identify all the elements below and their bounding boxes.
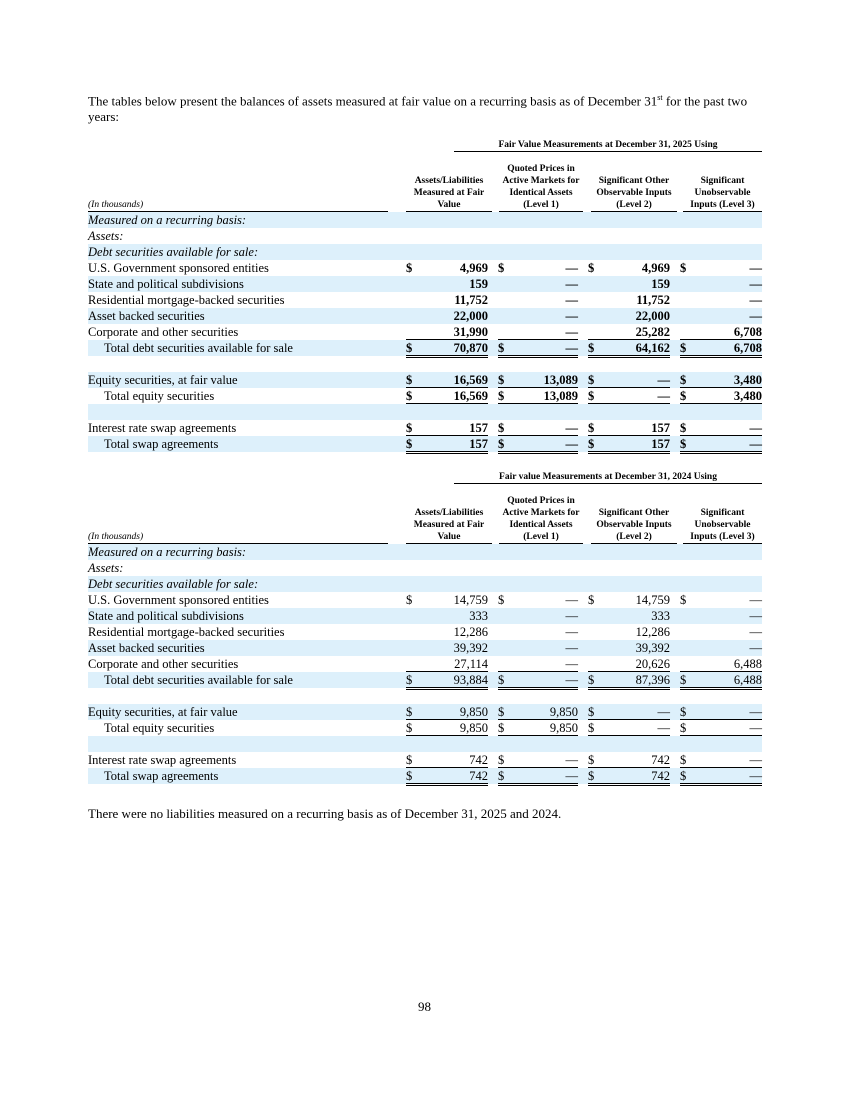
- cell-value: —: [749, 593, 762, 607]
- cell-value: —: [565, 673, 578, 687]
- row-label: Equity securities, at fair value: [88, 705, 238, 719]
- cell-value: —: [565, 341, 578, 355]
- cell-value: —: [565, 609, 578, 623]
- fair-value-table-2025: [88, 140, 762, 452]
- table-row-abs: [88, 640, 762, 656]
- cell-value: —: [565, 325, 578, 339]
- row-label: Interest rate swap agreements: [88, 753, 237, 767]
- cell-value: 6,488: [733, 657, 762, 671]
- dollar-sign: $: [498, 341, 505, 355]
- value-cell: [406, 308, 488, 323]
- value-cell: [588, 768, 670, 786]
- value-cell: [406, 624, 488, 639]
- spacer-row: [88, 404, 762, 420]
- cell-value: 64,162: [635, 341, 670, 355]
- dollar-sign: $: [498, 421, 505, 435]
- value-cell: [498, 608, 578, 623]
- value-cell: [680, 656, 762, 672]
- cell-value: 333: [651, 609, 670, 623]
- row-label: State and political subdivisions: [88, 277, 244, 291]
- value-cell: [680, 260, 762, 275]
- value-cell: [680, 704, 762, 720]
- value-cell: [498, 420, 578, 436]
- dollar-sign: $: [588, 389, 595, 403]
- table-header: [88, 472, 762, 544]
- column-header-2: Quoted Prices in Active Markets for Identical Assets (Level 1): [499, 163, 583, 212]
- table-row-resid: [88, 624, 762, 640]
- row-label: Total swap agreements: [104, 769, 219, 783]
- fair-value-table-2024: [88, 472, 762, 784]
- value-cell: [498, 624, 578, 639]
- value-cell: [588, 324, 670, 340]
- cell-value: —: [565, 277, 578, 291]
- dollar-sign: $: [406, 705, 413, 719]
- cell-value: 20,626: [635, 657, 670, 671]
- column-header-3: Significant Other Observable Inputs (Level 2): [591, 175, 677, 212]
- cell-value: —: [749, 293, 762, 307]
- value-cell: [406, 260, 488, 275]
- cell-value: 333: [469, 609, 488, 623]
- value-cell: [588, 656, 670, 672]
- cell-value: 13,089: [543, 373, 578, 387]
- cell-value: 157: [469, 437, 488, 451]
- cell-value: 6,708: [733, 341, 762, 355]
- dollar-sign: $: [406, 373, 413, 387]
- value-cell: [588, 704, 670, 720]
- dollar-sign: $: [498, 721, 505, 735]
- table-row-debt: [88, 576, 762, 592]
- value-cell: [680, 624, 762, 639]
- dollar-sign: $: [406, 769, 413, 783]
- cell-value: —: [565, 657, 578, 671]
- table-row-swap: [88, 420, 762, 436]
- cell-value: —: [749, 769, 762, 783]
- value-cell: [406, 436, 488, 454]
- value-cell: [680, 420, 762, 436]
- row-label: Asset backed securities: [88, 309, 205, 323]
- cell-value: 6,708: [733, 325, 762, 339]
- cell-value: 9,850: [459, 721, 488, 735]
- dollar-sign: $: [498, 373, 505, 387]
- intro-text: The tables below present the balances of assets measured at fair value on a recurring basis as of December 31: [88, 93, 658, 109]
- cell-value: 159: [469, 277, 488, 291]
- row-label: Debt securities available for sale:: [88, 245, 259, 259]
- value-cell: [680, 276, 762, 291]
- dollar-sign: $: [588, 421, 595, 435]
- cell-value: 4,969: [459, 261, 488, 275]
- cell-value: 159: [651, 277, 670, 291]
- table-row-assets: [88, 560, 762, 576]
- value-cell: [680, 292, 762, 307]
- row-label: Equity securities, at fair value: [88, 373, 238, 387]
- value-cell: [406, 752, 488, 768]
- cell-value: —: [749, 705, 762, 719]
- dollar-sign: $: [498, 593, 505, 607]
- dollar-sign: $: [406, 389, 413, 403]
- value-cell: [406, 704, 488, 720]
- cell-value: 39,392: [453, 641, 488, 655]
- value-cell: [406, 324, 488, 340]
- cell-value: 27,114: [454, 657, 488, 671]
- cell-value: —: [657, 373, 670, 387]
- cell-value: 31,990: [453, 325, 488, 339]
- value-cell: [406, 640, 488, 655]
- table-row-measured: [88, 212, 762, 228]
- cell-value: —: [565, 309, 578, 323]
- dollar-sign: $: [680, 373, 687, 387]
- value-cell: [588, 752, 670, 768]
- dollar-sign: $: [588, 373, 595, 387]
- value-cell: [498, 640, 578, 655]
- cell-value: —: [565, 593, 578, 607]
- dollar-sign: $: [588, 721, 595, 735]
- cell-value: —: [565, 437, 578, 451]
- cell-value: 9,850: [549, 705, 578, 719]
- value-cell: [588, 276, 670, 291]
- value-cell: [406, 276, 488, 291]
- cell-value: 16,569: [453, 389, 488, 403]
- row-label: Assets:: [88, 229, 124, 243]
- dollar-sign: $: [680, 437, 687, 451]
- dollar-sign: $: [498, 437, 505, 451]
- cell-value: 742: [469, 769, 488, 783]
- column-header-3: Significant Other Observable Inputs (Level 2): [591, 507, 677, 544]
- intro-paragraph: [88, 90, 768, 125]
- row-label: Interest rate swap agreements: [88, 421, 237, 435]
- value-cell: [680, 592, 762, 607]
- value-cell: [498, 308, 578, 323]
- value-cell: [406, 420, 488, 436]
- cell-value: —: [749, 437, 762, 451]
- cell-value: —: [749, 641, 762, 655]
- value-cell: [588, 260, 670, 275]
- cell-value: 13,089: [543, 389, 578, 403]
- dollar-sign: $: [406, 593, 413, 607]
- row-label: Residential mortgage-backed securities: [88, 625, 285, 639]
- cell-value: —: [749, 609, 762, 623]
- table-row-total-debt: [88, 340, 762, 356]
- column-header-4: Significant Unobservable Inputs (Level 3): [683, 175, 762, 212]
- value-cell: [498, 436, 578, 454]
- dollar-sign: $: [680, 389, 687, 403]
- value-cell: [680, 752, 762, 768]
- table-row-state: [88, 276, 762, 292]
- units-label: (In thousands): [88, 531, 388, 544]
- value-cell: [498, 704, 578, 720]
- row-label: Measured on a recurring basis:: [88, 213, 247, 227]
- cell-value: —: [749, 721, 762, 735]
- cell-value: 3,480: [733, 373, 762, 387]
- cell-value: 93,884: [453, 673, 488, 687]
- value-cell: [680, 308, 762, 323]
- cell-value: —: [565, 293, 578, 307]
- cell-value: —: [749, 261, 762, 275]
- spacer-row: [88, 688, 762, 704]
- dollar-sign: $: [498, 705, 505, 719]
- cell-value: —: [657, 721, 670, 735]
- table-row-assets: [88, 228, 762, 244]
- cell-value: 11,752: [636, 293, 670, 307]
- cell-value: —: [749, 277, 762, 291]
- value-cell: [498, 276, 578, 291]
- cell-value: 157: [469, 421, 488, 435]
- cell-value: 39,392: [635, 641, 670, 655]
- table-row-corp: [88, 324, 762, 340]
- value-cell: [498, 324, 578, 340]
- row-label: Residential mortgage-backed securities: [88, 293, 285, 307]
- dollar-sign: $: [498, 753, 505, 767]
- cell-value: 11,752: [454, 293, 488, 307]
- cell-value: —: [565, 625, 578, 639]
- table-row-total-swap: [88, 768, 762, 784]
- cell-value: 22,000: [635, 309, 670, 323]
- column-header-1: Assets/Liabilities Measured at Fair Value: [406, 507, 492, 544]
- table-title: Fair Value Measurements at December 31, 2025 Using: [454, 140, 762, 152]
- units-label: (In thousands): [88, 199, 388, 212]
- cell-value: 4,969: [641, 261, 670, 275]
- liabilities-note: There were no liabilities measured on a recurring basis as of December 31, 2025 and 2024.: [88, 806, 562, 821]
- row-label: Total equity securities: [104, 389, 215, 403]
- dollar-sign: $: [680, 421, 687, 435]
- value-cell: [498, 372, 578, 388]
- value-cell: [588, 640, 670, 655]
- column-header-2: Quoted Prices in Active Markets for Identical Assets (Level 1): [499, 495, 583, 544]
- table-row-debt: [88, 244, 762, 260]
- column-header-4: Significant Unobservable Inputs (Level 3): [683, 507, 762, 544]
- row-label: Total equity securities: [104, 721, 215, 735]
- column-header-1: Assets/Liabilities Measured at Fair Value: [406, 175, 492, 212]
- value-cell: [588, 308, 670, 323]
- row-label: U.S. Government sponsored entities: [88, 261, 269, 275]
- row-label: Corporate and other securities: [88, 657, 239, 671]
- table-row-total-swap: [88, 436, 762, 452]
- value-cell: [498, 752, 578, 768]
- cell-value: 742: [651, 753, 670, 767]
- value-cell: [406, 372, 488, 388]
- cell-value: 22,000: [453, 309, 488, 323]
- dollar-sign: $: [680, 341, 687, 355]
- table-row-usgov: [88, 592, 762, 608]
- cell-value: 87,396: [635, 673, 670, 687]
- intro-text-end: for the past two years:: [88, 93, 748, 125]
- table-row-measured: [88, 544, 762, 560]
- cell-value: —: [749, 309, 762, 323]
- value-cell: [588, 420, 670, 436]
- value-cell: [680, 324, 762, 340]
- dollar-sign: $: [406, 721, 413, 735]
- value-cell: [498, 656, 578, 672]
- table-row-equity: [88, 704, 762, 720]
- cell-value: 9,850: [549, 721, 578, 735]
- dollar-sign: $: [680, 769, 687, 783]
- row-label: State and political subdivisions: [88, 609, 244, 623]
- dollar-sign: $: [588, 753, 595, 767]
- cell-value: 3,480: [733, 389, 762, 403]
- cell-value: 9,850: [459, 705, 488, 719]
- table-row-total-debt: [88, 672, 762, 688]
- dollar-sign: $: [588, 341, 595, 355]
- cell-value: —: [657, 705, 670, 719]
- table-title: Fair value Measurements at December 31, 2024 Using: [454, 472, 762, 484]
- cell-value: 742: [469, 753, 488, 767]
- dollar-sign: $: [406, 341, 413, 355]
- value-cell: [680, 768, 762, 786]
- dollar-sign: $: [498, 389, 505, 403]
- value-cell: [406, 592, 488, 607]
- dollar-sign: $: [588, 437, 595, 451]
- row-label: U.S. Government sponsored entities: [88, 593, 269, 607]
- page-number: 98: [418, 999, 431, 1014]
- table-row-total-equity: [88, 720, 762, 736]
- value-cell: [406, 656, 488, 672]
- dollar-sign: $: [588, 769, 595, 783]
- value-cell: [680, 608, 762, 623]
- cell-value: —: [565, 421, 578, 435]
- table-row-state: [88, 608, 762, 624]
- value-cell: [680, 436, 762, 454]
- cell-value: —: [749, 421, 762, 435]
- value-cell: [680, 372, 762, 388]
- value-cell: [498, 260, 578, 275]
- cell-value: 14,759: [635, 593, 670, 607]
- dollar-sign: $: [406, 753, 413, 767]
- dollar-sign: $: [680, 753, 687, 767]
- table-header: [88, 140, 762, 212]
- table-row-usgov: [88, 260, 762, 276]
- value-cell: [588, 624, 670, 639]
- dollar-sign: $: [680, 705, 687, 719]
- dollar-sign: $: [406, 437, 413, 451]
- cell-value: —: [749, 753, 762, 767]
- cell-value: —: [565, 753, 578, 767]
- spacer-row: [88, 736, 762, 752]
- dollar-sign: $: [588, 705, 595, 719]
- row-label: Total swap agreements: [104, 437, 219, 451]
- spacer-row: [88, 356, 762, 372]
- value-cell: [498, 292, 578, 307]
- dollar-sign: $: [406, 673, 413, 687]
- row-label: Total debt securities available for sale: [104, 341, 293, 355]
- dollar-sign: $: [588, 593, 595, 607]
- value-cell: [588, 592, 670, 607]
- cell-value: 157: [651, 437, 670, 451]
- dollar-sign: $: [498, 261, 505, 275]
- row-label: Asset backed securities: [88, 641, 205, 655]
- row-label: Assets:: [88, 561, 124, 575]
- value-cell: [588, 292, 670, 307]
- table-row-abs: [88, 308, 762, 324]
- dollar-sign: $: [588, 261, 595, 275]
- value-cell: [498, 592, 578, 607]
- cell-value: —: [565, 769, 578, 783]
- value-cell: [406, 608, 488, 623]
- row-label: Corporate and other securities: [88, 325, 239, 339]
- table-row-total-equity: [88, 388, 762, 404]
- cell-value: 14,759: [453, 593, 488, 607]
- value-cell: [588, 372, 670, 388]
- dollar-sign: $: [680, 261, 687, 275]
- cell-value: 12,286: [635, 625, 670, 639]
- dollar-sign: $: [498, 769, 505, 783]
- cell-value: 157: [651, 421, 670, 435]
- cell-value: —: [749, 625, 762, 639]
- cell-value: —: [565, 261, 578, 275]
- value-cell: [406, 292, 488, 307]
- dollar-sign: $: [406, 261, 413, 275]
- dollar-sign: $: [406, 421, 413, 435]
- cell-value: —: [565, 641, 578, 655]
- cell-value: 16,569: [453, 373, 488, 387]
- value-cell: [406, 768, 488, 786]
- cell-value: 12,286: [453, 625, 488, 639]
- value-cell: [588, 436, 670, 454]
- cell-value: 742: [651, 769, 670, 783]
- row-label: Debt securities available for sale:: [88, 577, 259, 591]
- table-row-swap: [88, 752, 762, 768]
- cell-value: 6,488: [733, 673, 762, 687]
- cell-value: 25,282: [635, 325, 670, 339]
- dollar-sign: $: [498, 673, 505, 687]
- table-row-resid: [88, 292, 762, 308]
- table-row-equity: [88, 372, 762, 388]
- value-cell: [588, 608, 670, 623]
- intro-superscript: st: [657, 93, 663, 102]
- table-row-corp: [88, 656, 762, 672]
- value-cell: [680, 640, 762, 655]
- cell-value: —: [657, 389, 670, 403]
- row-label: Total debt securities available for sale: [104, 673, 293, 687]
- dollar-sign: $: [680, 673, 687, 687]
- dollar-sign: $: [680, 593, 687, 607]
- dollar-sign: $: [588, 673, 595, 687]
- cell-value: 70,870: [453, 341, 488, 355]
- dollar-sign: $: [680, 721, 687, 735]
- value-cell: [498, 768, 578, 786]
- row-label: Measured on a recurring basis:: [88, 545, 247, 559]
